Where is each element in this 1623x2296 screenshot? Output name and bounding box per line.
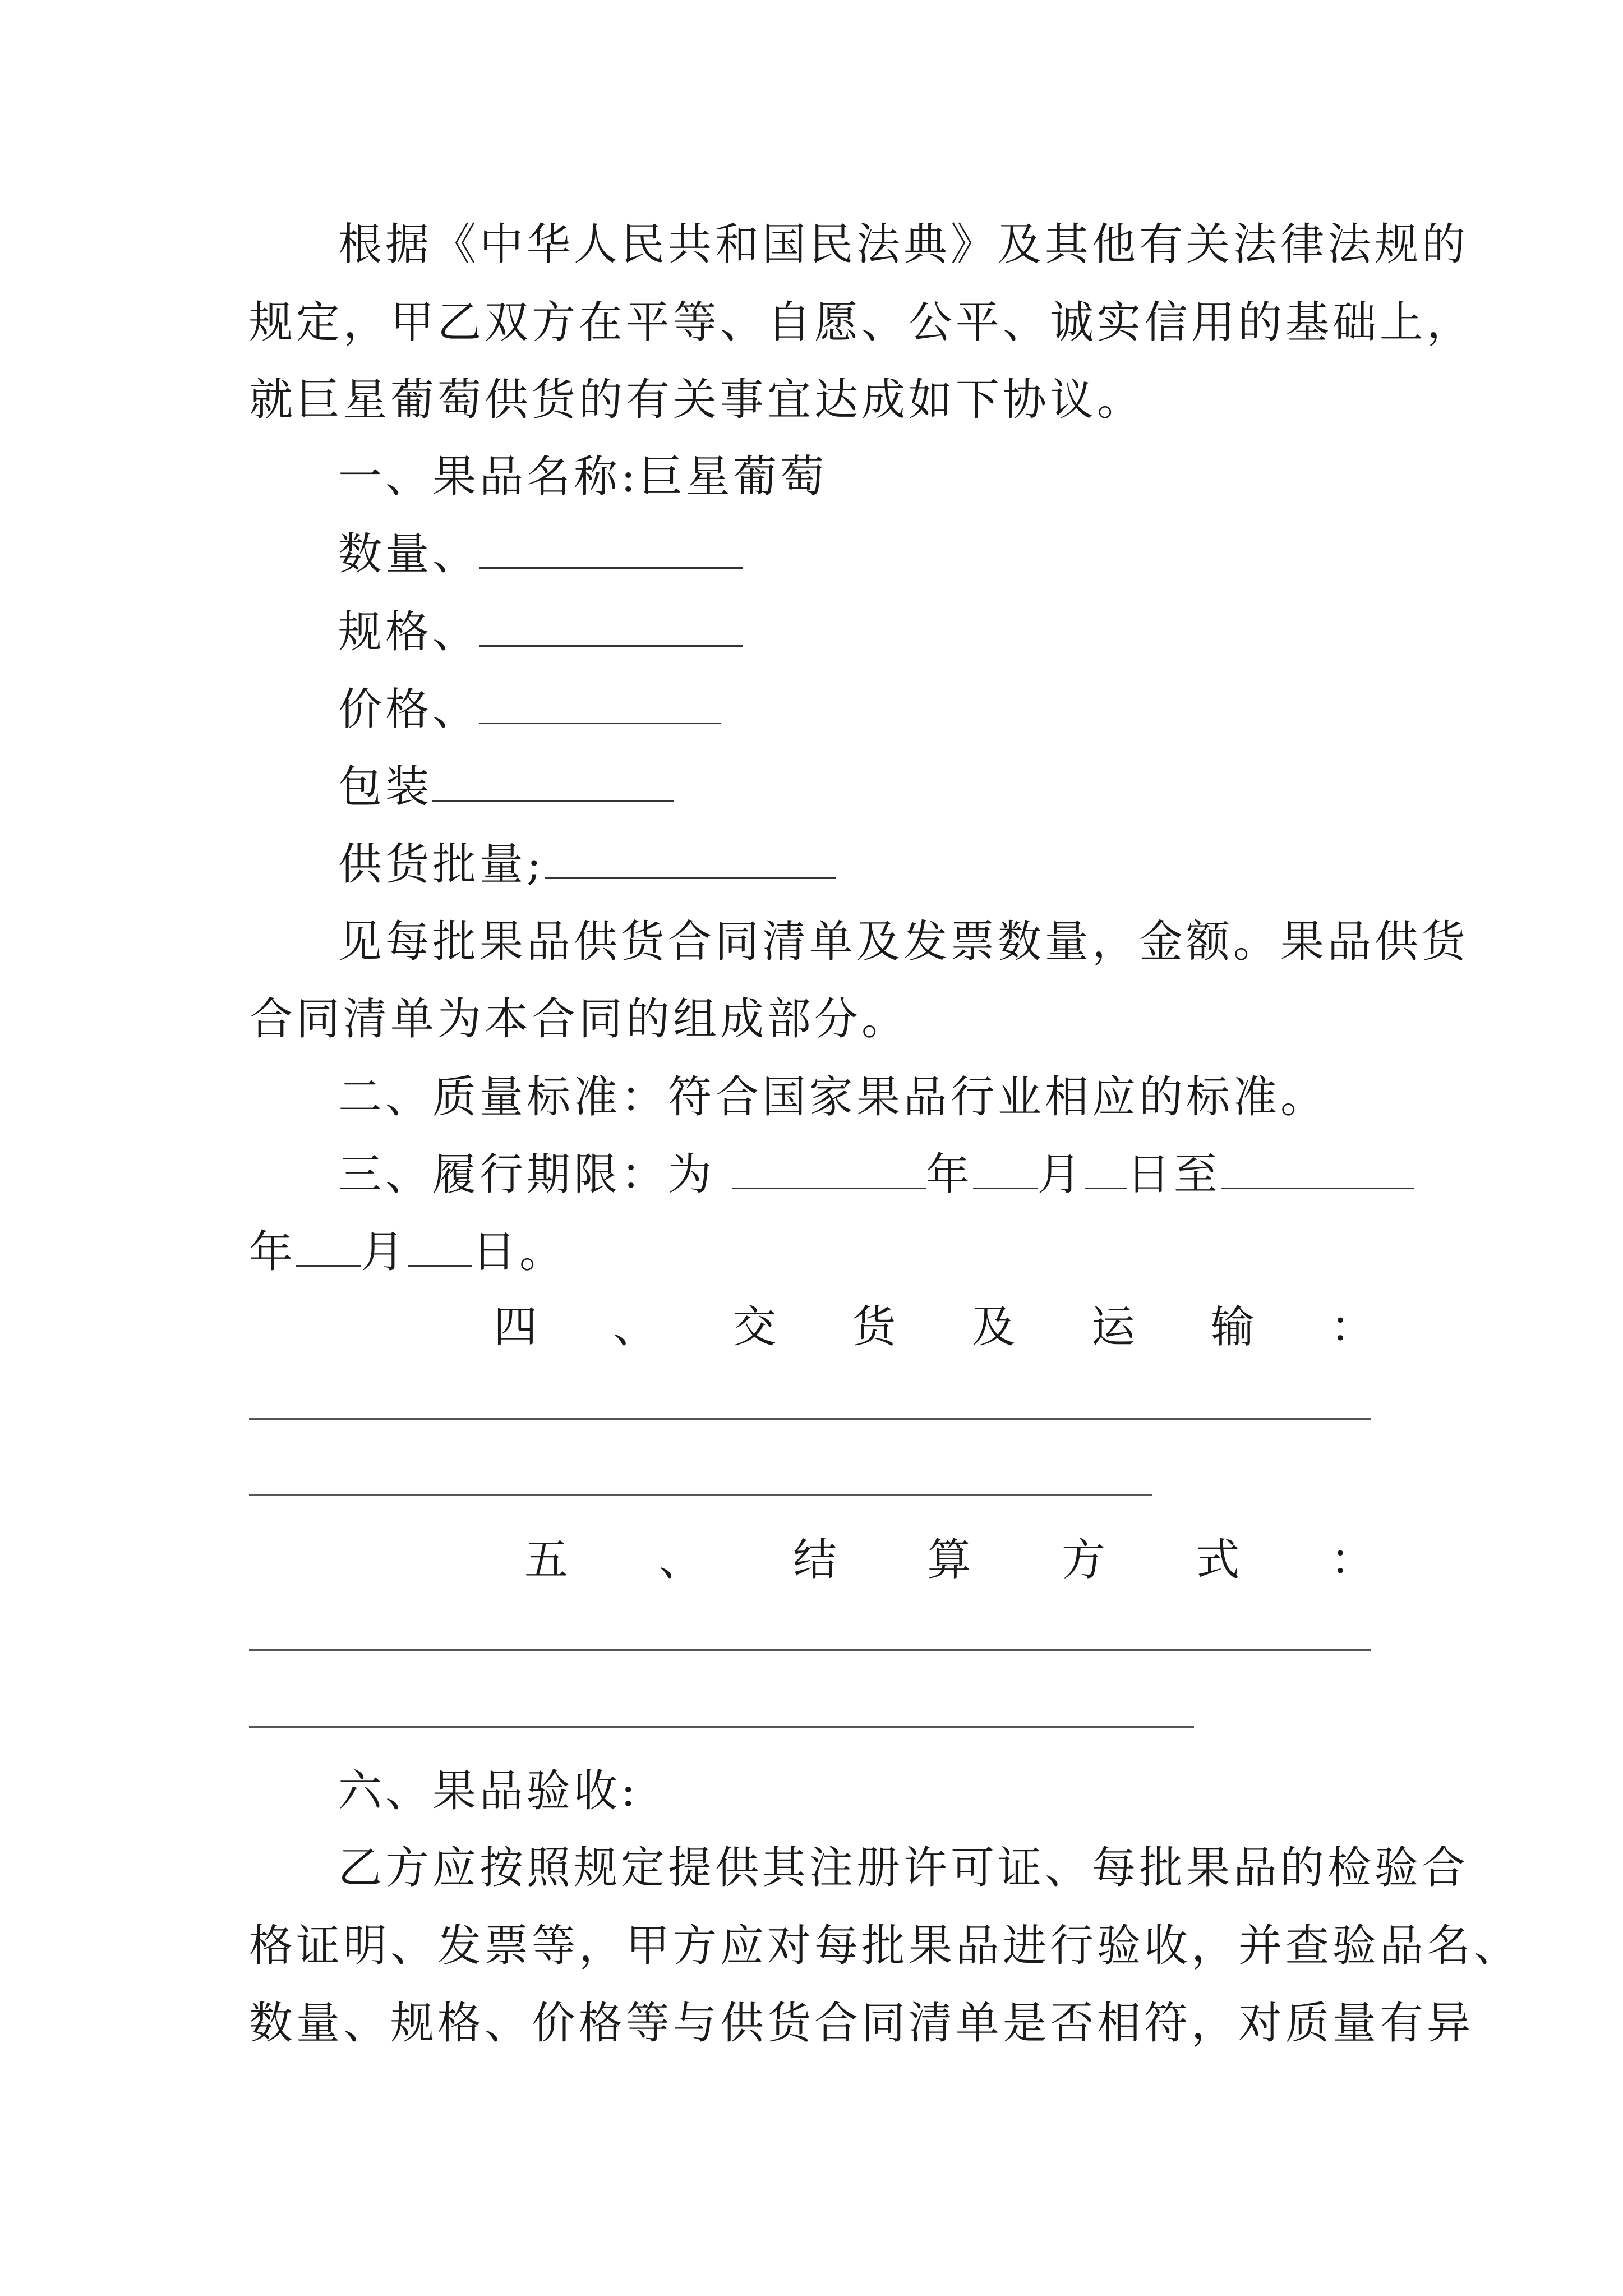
quantity-blank xyxy=(479,528,743,569)
invoice-line-2: 合同清单为本合同的组成部分。 xyxy=(249,994,909,1045)
package-blank xyxy=(432,761,674,802)
section5-char: 、 xyxy=(658,1535,703,1585)
settlement-blank-line-1 xyxy=(249,1649,1371,1651)
section5-char: 结 xyxy=(792,1535,837,1585)
end-year-blank xyxy=(1221,1148,1414,1189)
section4-char: 交 xyxy=(732,1302,777,1352)
section3-day-to: 日至 xyxy=(1126,1149,1221,1200)
price-row xyxy=(338,683,721,737)
quantity-row xyxy=(338,527,743,581)
section3-year2: 年 xyxy=(249,1227,297,1277)
section5-char: 五 xyxy=(524,1535,569,1585)
section1-title: 一、果品名称:巨星葡萄 xyxy=(338,452,828,502)
section5-char: 方 xyxy=(1061,1535,1105,1585)
price-label: 价格、 xyxy=(338,684,480,735)
start-month-blank xyxy=(973,1148,1038,1189)
batch-row xyxy=(338,838,836,891)
end-day-blank xyxy=(408,1226,472,1267)
invoice-line-1: 见每批果品供货合同清单及发票数量，金额。果品供货 xyxy=(338,917,1469,967)
section3-day2: 日。 xyxy=(472,1227,567,1277)
section4-char: 货 xyxy=(852,1302,896,1352)
section4-char: 及 xyxy=(971,1302,1016,1352)
settlement-blank-line-2 xyxy=(249,1726,1194,1728)
start-year-blank xyxy=(732,1148,926,1189)
intro-line-1: 根据《中华人民共和国民法典》及其他有关法律法规的 xyxy=(338,219,1469,270)
section3-month: 月 xyxy=(1037,1149,1085,1200)
section4-char: 运 xyxy=(1091,1302,1135,1352)
spec-row xyxy=(338,605,743,659)
delivery-blank-line-1 xyxy=(249,1418,1371,1420)
package-label: 包装 xyxy=(338,762,433,812)
intro-line-3: 就巨星葡萄供货的有关事宜达成如下协议。 xyxy=(249,375,1145,425)
section2-text: 二、质量标准：符合国家果品行业相应的标准。 xyxy=(338,1072,1328,1122)
quantity-label: 数量、 xyxy=(338,529,480,579)
section3-row-2 xyxy=(249,1225,566,1279)
section4-char: 、 xyxy=(613,1302,657,1352)
section6-title: 六、果品验收: xyxy=(338,1766,639,1816)
section6-line-1: 乙方应按照规定提供其注册许可证、每批果品的检验合 xyxy=(338,1843,1469,1893)
section4-char: ： xyxy=(1330,1302,1374,1352)
section3-month2: 月 xyxy=(361,1227,408,1277)
intro-line-2: 规定，甲乙双方在平等、自愿、公平、诚实信用的基础上， xyxy=(249,297,1474,348)
section5-char: ： xyxy=(1330,1535,1374,1585)
end-month-blank xyxy=(296,1226,361,1267)
section4-char: 四 xyxy=(494,1302,538,1352)
price-blank xyxy=(479,683,721,724)
batch-label: 供货批量; xyxy=(338,839,545,890)
section5-heading xyxy=(524,1533,1374,1587)
section5-char: 算 xyxy=(927,1535,971,1585)
start-day-blank xyxy=(1085,1148,1127,1189)
section5-char: 式 xyxy=(1196,1535,1240,1585)
section3-year: 年 xyxy=(925,1149,973,1200)
section3-row-1 xyxy=(338,1148,1414,1202)
section3-prefix: 三、履行期限：为 xyxy=(338,1149,732,1200)
delivery-blank-line-2 xyxy=(249,1494,1152,1496)
section6-line-2: 格证明、发票等，甲方应对每批果品进行验收，并查验品名、 xyxy=(249,1921,1521,1971)
section6-line-3: 数量、规格、价格等与供货合同清单是否相符，对质量有异 xyxy=(249,1998,1474,2049)
section4-char: 输 xyxy=(1210,1302,1255,1352)
batch-blank xyxy=(545,838,836,879)
spec-blank xyxy=(479,606,743,647)
spec-label: 规格、 xyxy=(338,607,480,657)
section4-heading xyxy=(494,1300,1374,1354)
package-row xyxy=(338,760,674,814)
